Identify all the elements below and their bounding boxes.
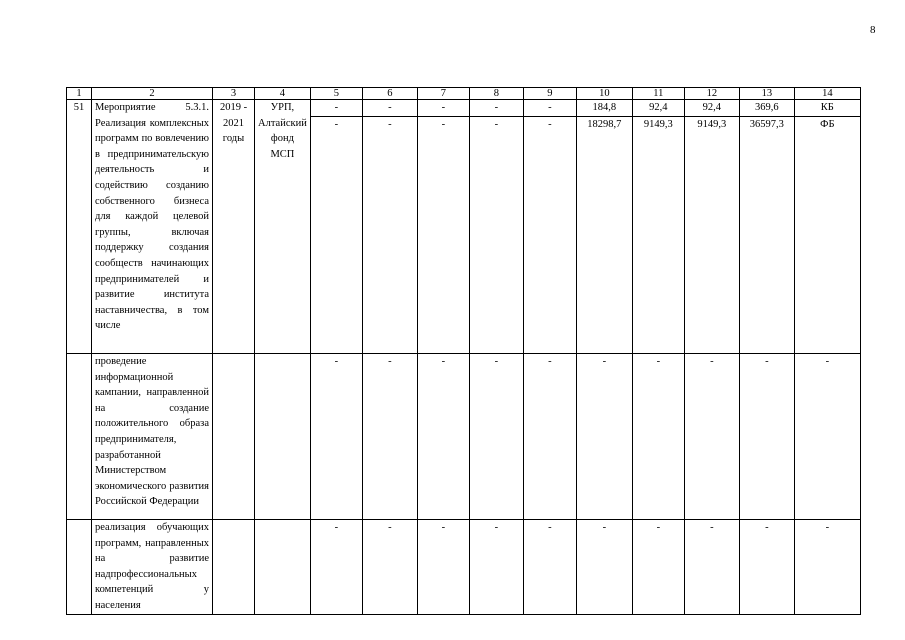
value-cell: - (576, 520, 632, 615)
value-cell: - (739, 520, 794, 615)
value-cell: - (469, 520, 523, 615)
budget-table (66, 87, 861, 615)
value-cell: - - (469, 100, 523, 354)
value-cell: - (794, 520, 860, 615)
header-cell: 12 (684, 88, 739, 100)
table-row (67, 100, 861, 354)
value-cell: 92,4 9149,3 (684, 100, 739, 354)
executor-cell: УРП, Алтайский фонд МСП (255, 100, 311, 354)
header-cell: 6 (362, 88, 417, 100)
value-cell: - (794, 354, 860, 520)
header-cell: 7 (417, 88, 469, 100)
header-cell: 13 (739, 88, 794, 100)
header-cell: 11 (632, 88, 684, 100)
header-cell: 14 (794, 88, 860, 100)
value-cell: - - (362, 100, 417, 354)
header-row (67, 88, 861, 100)
header-cell: 8 (469, 88, 523, 100)
row-number: 51 (67, 100, 92, 354)
value-cell: - (523, 520, 576, 615)
value-cell: - (576, 354, 632, 520)
header-cell: 3 (213, 88, 255, 100)
page-number: 8 (870, 24, 876, 36)
value-cell: 184,8 18298,7 (576, 100, 632, 354)
header-cell: 9 (523, 88, 576, 100)
value-cell: - (632, 520, 684, 615)
source-cell: КБ ФБ (794, 100, 860, 354)
event-description: проведение информационной кампании, направленной на создание положительного образа предпринимателя, разработанной Министерством экономического развития Российской Федерации (92, 354, 213, 520)
value-cell: - (523, 354, 576, 520)
header-cell: 10 (576, 88, 632, 100)
table-row (67, 354, 861, 520)
value-cell: - (310, 520, 362, 615)
value-cell: - (310, 354, 362, 520)
value-cell: - (684, 354, 739, 520)
value-cell: - (739, 354, 794, 520)
value-cell: 369,6 36597,3 (739, 100, 794, 354)
header-cell: 2 (92, 88, 213, 100)
period-cell: 2019 - 2021 годы (213, 100, 255, 354)
value-cell: - (684, 520, 739, 615)
value-cell: - - (417, 100, 469, 354)
value-cell: 92,4 9149,3 (632, 100, 684, 354)
header-cell: 4 (255, 88, 311, 100)
header-cell: 1 (67, 88, 92, 100)
table-row (67, 520, 861, 615)
event-description: Мероприятие 5.3.1. Реализация комплексных программ по вовлечению в предпринимательскую деятельность и содействию созданию собственного бизнеса для каждой целевой группы, включая поддержку создания сообществ начинающих предпринимателей и развитие института наставничества, в том числе (92, 100, 213, 354)
value-cell: - (417, 520, 469, 615)
value-cell: - (469, 354, 523, 520)
value-cell: - (417, 354, 469, 520)
value-cell: - - (310, 100, 362, 354)
event-description: реализация обучающих программ, направленных на развитие надпрофессиональных компетенций у населения (92, 520, 213, 615)
header-cell: 5 (310, 88, 362, 100)
value-cell: - (632, 354, 684, 520)
value-cell: - - (523, 100, 576, 354)
value-cell: - (362, 520, 417, 615)
value-cell: - (362, 354, 417, 520)
